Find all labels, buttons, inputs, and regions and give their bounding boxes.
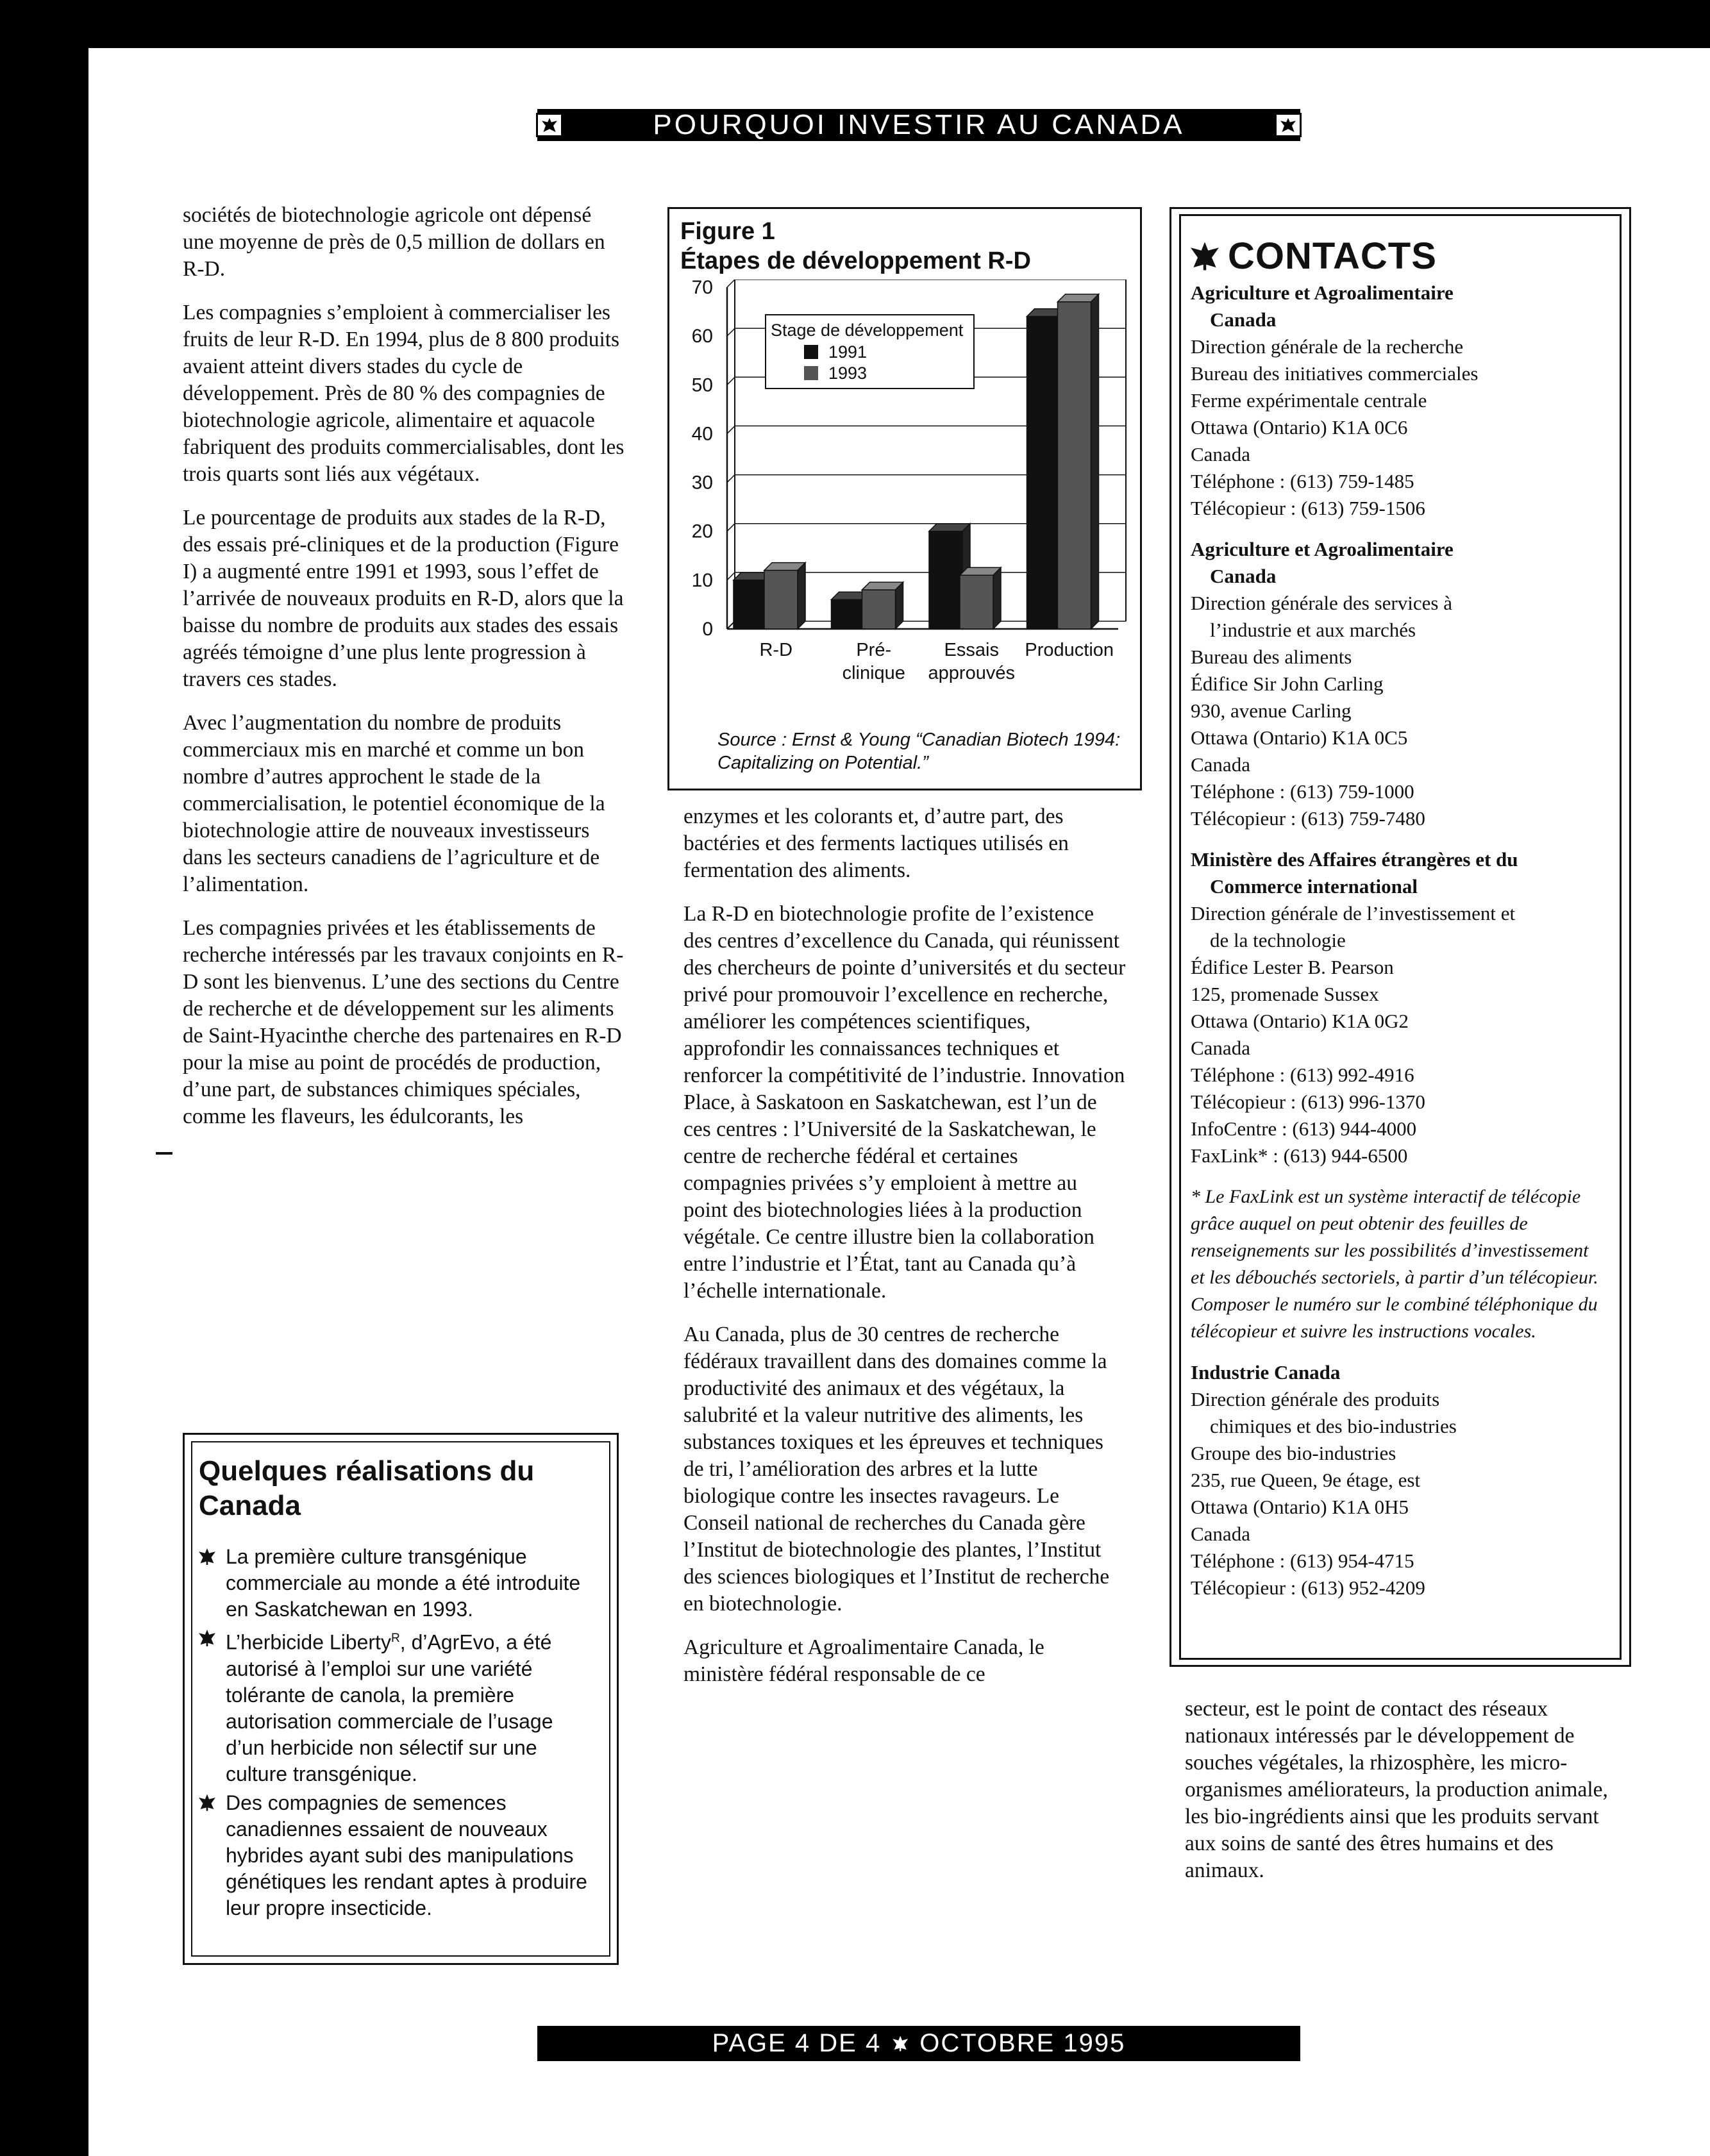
- bar-front: [862, 590, 896, 629]
- gridline-diag: [727, 328, 735, 336]
- bar-1993: [862, 582, 903, 629]
- x-tick-line: R-D: [759, 640, 793, 660]
- x-tick-line: clinique: [842, 663, 905, 683]
- list-item: Des compagnies de semences canadiennes essaient de nouveaux hybrides ayant subi des manipulations génétiques les rendant aptes à produire leur propre insecticide.: [199, 1790, 596, 1921]
- legend-title: Stage de développement: [771, 321, 964, 340]
- contact-org: Ministère des Affaires étrangères et du Commerce international Direction générale de l’investissement et de la technologie Édifice Lester B. Pearson 125, promenade Sussex Ottawa (Ontario) K1A 0G2 Canada Téléphone : (613) 992-4916 Télécopieur : (613) 996-1370 InfoCentre : (613) 944-4000 FaxLink* : (613) 944-6500: [1191, 848, 1518, 1167]
- bar-front: [929, 531, 962, 629]
- paragraph: Au Canada, plus de 30 centres de recherche fédéraux travaillent dans des domaines comme la productivité des animaux et des végétaux, la salubrité et la valeur nutritive des aliments, les substances toxiques et les épreuves et techniques de tri, l’amélioration des arbres et la lutte biologique contre les insectes ravageurs. Le Conseil national de recherches du Canada gère l’Institut de biotechnologie des plantes, l’Institut des sciences biologiques et l’Institut de recherche en biotechnologie.: [683, 1323, 1110, 1616]
- column-2: [683, 803, 1126, 1705]
- y-tick-label: 40: [691, 423, 713, 445]
- header-title: POURQUOI INVESTIR AU CANADA: [653, 109, 1185, 140]
- bar-side: [1091, 294, 1099, 629]
- figure-number: Figure 1: [680, 218, 775, 245]
- paragraph: Agriculture et Agroalimentaire Canada, le ministère fédéral responsable de ce: [683, 1635, 1044, 1686]
- x-tick-label: [842, 640, 905, 683]
- header-band: [537, 109, 1300, 141]
- x-tick-line: approuvés: [928, 663, 1015, 683]
- contact-org: Agriculture et Agroalimentaire Canada Direction générale des services à l’industrie et aux marchés Bureau des aliments Édifice Sir John Carling 930, avenue Carling Ottawa (Ontario) K1A 0C5 Canada Téléphone : (613) 759-1000 Télécopieur : (613) 759-7480: [1191, 538, 1454, 830]
- y-tick-label: 30: [691, 472, 713, 494]
- x-tick-label: [1025, 640, 1114, 660]
- contact-org: Industrie Canada Direction générale des produits chimiques et des bio-industries Groupe des bio-industries 235, rue Queen, 9e étage, est Ottawa (Ontario) K1A 0H5 Canada Téléphone : (613) 954-4715 Télécopieur : (613) 952-4209: [1191, 1361, 1457, 1599]
- bar-1993: [960, 567, 1001, 629]
- x-tick-line: Pré-: [856, 640, 892, 660]
- bar-front: [960, 575, 993, 629]
- contacts-body: [1191, 280, 1601, 1601]
- contacts-box: [1169, 207, 1631, 1667]
- column-3: [1185, 1696, 1627, 1901]
- footer-page: PAGE 4 DE 4: [712, 2029, 882, 2057]
- faxlink-note: * Le FaxLink est un système interactif de télécopie grâce auquel on peut obtenir des feuilles de renseignements sur les possibilités d’investissement et les débouchés sectoriels, à partir d’un télécopieur. Composer le numéro sur le combiné téléphonique du télécopieur et suivre les instructions vocales.: [1191, 1186, 1598, 1342]
- maple-leaf-icon: [893, 2036, 908, 2052]
- achievements-list: [199, 1544, 596, 1924]
- legend-label: 1991: [828, 342, 868, 362]
- bar-side: [993, 567, 1001, 629]
- figure-title: Étapes de développement R-D: [680, 247, 1031, 274]
- page: [88, 48, 1710, 2156]
- achievements-box: [183, 1433, 619, 1965]
- figure-source: Source : Ernst & Young “Canadian Biotech 1994: Capitalizing on Potential.”: [717, 730, 1121, 773]
- column-1: [183, 202, 625, 1147]
- legend-label: 1993: [828, 364, 868, 383]
- gridline-diag: [727, 524, 735, 531]
- footer-date: OCTOBRE 1995: [919, 2029, 1126, 2057]
- maple-leaf-bullet-icon: [199, 1630, 215, 1646]
- bar-1993: [1058, 294, 1099, 629]
- y-tick-label: 70: [691, 280, 713, 298]
- maple-leaf-logo-icon: [1275, 113, 1302, 137]
- legend-swatch: [804, 366, 818, 380]
- contacts-title: CONTACTS: [1191, 235, 1437, 278]
- maple-leaf-bullet-icon: [199, 1548, 215, 1565]
- paragraph: sociétés de biotechnologie agricole ont dépensé une moyenne de près de 0,5 million de dollars en R-D.: [183, 203, 605, 281]
- bar-1993: [764, 563, 805, 629]
- bar-chart: [669, 280, 1140, 728]
- figure-box: [667, 207, 1142, 790]
- paragraph: Le pourcentage de produits aux stades de la R-D, des essais pré-cliniques et de la production (Figure I) a augmenté entre 1991 et 1993, sous l’effet de l’arrivée de nouveaux produits en R-D, alors que la baisse du nombre de produits aux stades des essais agréés témoigne d’une plus lente progression à travers ces stades.: [183, 506, 624, 691]
- footer-band: [537, 2026, 1300, 2061]
- bar-front: [1058, 302, 1091, 629]
- list-item: La première culture transgénique commerciale au monde a été introduite en Saskatchewan en 1993.: [199, 1544, 596, 1623]
- paragraph: La R-D en biotechnologie profite de l’existence des centres d’excellence du Canada, qui réunissent des chercheurs de pointe d’universités et du secteur privé pour promouvoir l’excellence en recherche, améliorer les compétences scientifiques, approfondir les connaissances techniques et renforcer la compétitivité de l’industrie. Innovation Place, à Saskatoon en Saskatchewan, est l’un de ces centres : l’Université de la Saskatchewan, le centre de recherche fédéral et certaines compagnies privées s’y emploient à mettre au point des biotechnologies liées à la production végétale. Ce centre illustre bien la collaboration entre l’industrie et l’État, tant au Canada qu’à l’échelle internationale.: [683, 902, 1126, 1303]
- bar-front: [733, 580, 767, 629]
- y-tick-label: 10: [691, 569, 713, 591]
- x-tick-label: [759, 640, 792, 660]
- paragraph: Les compagnies privées et les établissements de recherche intéressés par les travaux conjoints en R-D sont les bienvenus. L’une des sections du Centre de recherche et de développement sur les aliments de Saint-Hyacinthe cherche des partenaires en R-D pour la mise au point de procédés de production, d’une part, de substances chimiques spéciales, comme les flaveurs, les édulcorants, les: [183, 916, 624, 1128]
- maple-leaf-bullet-icon: [199, 1794, 215, 1811]
- y-tick-label: 20: [691, 521, 713, 542]
- bar-front: [1027, 317, 1060, 629]
- paragraph: Avec l’augmentation du nombre de produits commerciaux mis en marché et comme un bon nombre d’autres approchent le stade de la commercialisation, le potentiel économique de la biotechnologie attire de nouveaux investisseurs dans les secteurs canadiens de l’agriculture et de l’alimentation.: [183, 711, 605, 896]
- bar-front: [764, 571, 798, 629]
- x-tick-line: Essais: [944, 640, 999, 660]
- maple-leaf-icon: [1191, 242, 1219, 271]
- contact-org: Agriculture et Agroalimentaire Canada Direction générale de la recherche Bureau des initiatives commerciales Ferme expérimentale centrale Ottawa (Ontario) K1A 0C6 Canada Téléphone : (613) 759-1485 Télécopieur : (613) 759-1506: [1191, 281, 1479, 519]
- paragraph: secteur, est le point de contact des réseaux nationaux intéressés par le développement de souches végétales, la rhizosphère, les micro-organismes améliorateurs, la production animale, les bio-ingrédients ainsi que les produits servant aux soins de santé des êtres humains et des animaux.: [1185, 1697, 1608, 1882]
- footer-text: [712, 2029, 1126, 2058]
- gridline-diag: [727, 572, 735, 580]
- y-tick-label: 0: [702, 619, 713, 640]
- list-item: L’herbicide Liberty$^R$, d’AgrEvo, a été autorisé à l’emploi sur une variété tolérante de canola, la première autorisation commerciale de l’usage d’un herbicide non sélectif sur une culture transgénique.: [199, 1625, 596, 1787]
- bar-front: [832, 599, 865, 629]
- x-tick-line: Production: [1025, 640, 1114, 660]
- x-tick-label: [928, 640, 1015, 683]
- legend-swatch: [804, 345, 818, 359]
- gridline-diag: [727, 377, 735, 385]
- bar-side: [798, 563, 805, 629]
- achievements-title: Quelques réalisations du Canada: [199, 1455, 535, 1521]
- bar-side: [896, 582, 903, 629]
- y-tick-label: 50: [691, 374, 713, 396]
- gridline-diag: [727, 426, 735, 433]
- margin-dash: [156, 1152, 172, 1155]
- y-tick-label: 60: [691, 326, 713, 347]
- paragraph: Les compagnies s’emploient à commercialiser les fruits de leur R-D. En 1994, plus de 8 800 produits avaient atteint divers stades du cycle de développement. Près de 80 % des compagnies de biotechnologie agricole, alimentaire et aquacole fabriquent des produits commercialisables, dont les trois quarts sont liés aux végétaux.: [183, 301, 624, 486]
- gridline-diag: [727, 280, 735, 287]
- paragraph: enzymes et les colorants et, d’autre part, des bactéries et des ferments lactiques utilisés en fermentation des aliments.: [683, 805, 1069, 882]
- maple-leaf-logo-icon: [536, 113, 563, 137]
- gridline-diag: [727, 475, 735, 483]
